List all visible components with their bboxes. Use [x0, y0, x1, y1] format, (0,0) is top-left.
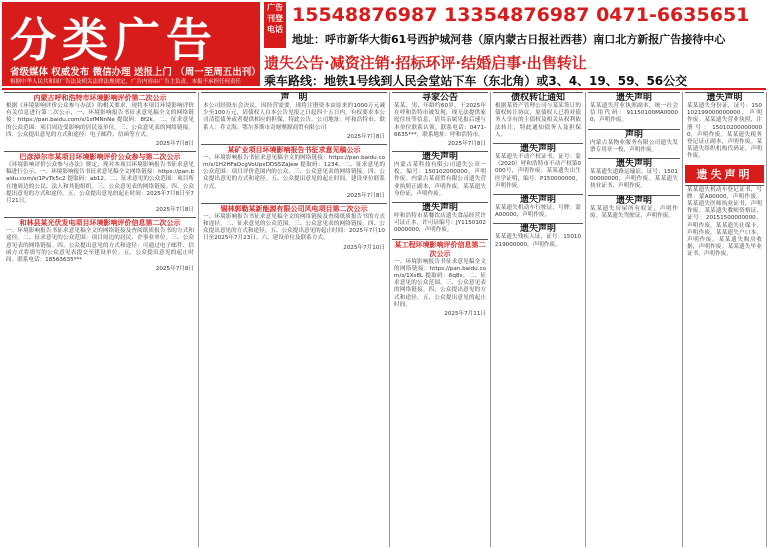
ad-body: 一、环境影响报告书征求意见稿全文的网络链接及查阅纸质报告书的方式和途径。二、征求意见的公众范围：项目周边的居民、企事业单位。三、公众意见表的网络链接。四、公众提出意见的方式和途径：可通过电子邮件、信函方式将填写的公众意见表提交至建设单位。五、公众提出意见的起止时间。联系电话：18563635***	[6, 228, 194, 264]
classified-ad	[493, 143, 583, 191]
ad-title: 和林县某光伏发电项目环境影响评价信息第二次公示	[19, 219, 181, 228]
masthead	[0, 0, 768, 88]
ad-body: 根据《环境影响评价公众参与办法》的相关要求，现将本项目环境影响评价有关信息进行第二次公示，一、环境影响报告书征求意见稿全文的网络链接：https://pan.baidu.com/s/1sfMNnNe 提取码：8f2k。二、征求意见的公众范围：项目周边受影响的居民及单位。三、公众意见表的网络链接。四、公众提出意见的方式和途径：电子邮件、信函等方式。	[6, 103, 194, 138]
classified-ad	[4, 92, 196, 148]
ad-body: 某某遗失身份证，证号：150102199000000000，声明作废。某某遗失营业执照，注册号：150102000000000，声明作废。某某遗失税务登记证正副本，声明作废。某某遗失组织机构代码证，声明作废。	[687, 103, 762, 160]
ad-title: 遗失声明	[421, 203, 458, 214]
classified-ad	[392, 151, 488, 199]
classified-ad	[4, 217, 196, 273]
ad-body: 一、环境影响报告书征求意见稿全文的网络链接：https://pan.baidu.com/s/1Xs8L 提取码：6q8s。二、征求意见的公众范围。三、公众意见表的网络链接。四、公众提出意见的方式和途径。五、公众提出意见的起止时间。	[394, 258, 486, 308]
ad-body: 根据某资产管理公司与某某签订的债权转让协议，原债权人已将对债务人享有的主债权及相关从权利依法转让，特此通知债务人及担保人。	[495, 103, 581, 138]
ad-body: 内蒙古某物业服务有限公司遗失发票专用章一枚，声明作废。	[590, 139, 678, 153]
ad-title: 遗失声明	[421, 152, 458, 163]
ad-title: 声明	[624, 129, 643, 140]
ad-title: 寻家公告	[421, 93, 458, 103]
address: 地址：呼市新华大街61号西护城河巷（原内蒙古日报社西巷）南口北方新报广告接待中心	[292, 33, 726, 46]
ad-title: 遗失声明	[706, 93, 743, 103]
ad-title: 巴彦淖尔市某项目环境影响评价公众参与第二次公示	[19, 153, 181, 162]
classified-ad	[201, 144, 387, 200]
ad-date: 2025年7月8日	[155, 207, 194, 214]
ad-body: 一、环境影响报告书征求意见稿全文的网络链接及查阅纸质报告书的方式和途径。二、征求意见的公众范围。三、公众意见表的网络链接。四、公众提出意见的方式和途径。五、公众提出意见的起止时间：2025年7月10日至2025年7月23日。六、建设单位及联系方式。	[203, 213, 385, 242]
ad-body: 本公司经股东会决议，因经营需要，现将注册资本由原来的1000万元减少至100万元，请债权人自本公告见报之日起四十五日内，有权要求本公司清偿债务或者提供相应的担保，特此公告。公司地址：呼和浩特市。联系人：乔文海。鄂尔多斯市奇财聚源商贸有限公司	[203, 103, 385, 131]
services-list: 遗失公告·减资注销·招标环评·结婚启事·出售转让	[264, 54, 587, 72]
classified-ad	[588, 195, 680, 221]
classified-ad	[201, 92, 387, 141]
lost-notice-banner: 遗失声明	[685, 165, 764, 183]
ad-column	[390, 92, 491, 547]
ad-column	[586, 92, 683, 547]
ad-body: 某某遗失残疾人证，证号：15010219000000，声明作废。	[495, 234, 581, 248]
ad-column	[2, 92, 199, 547]
classified-ad	[493, 223, 583, 249]
ad-body: 某某遗失营业执照副本，统一社会信用代码：91150100MA00000，声明作废。	[590, 103, 678, 124]
ad-date: 2025年7月8日	[155, 141, 194, 148]
ad-title: 遗失声明	[519, 144, 556, 155]
ad-title: 遗失声明	[615, 93, 652, 103]
ad-date: 2025年7月8日	[346, 133, 385, 140]
classified-ad	[392, 202, 488, 236]
ad-body: 一、环境影响报告书征求意见稿全文的网络链接：https://pan.baidu.com/s/1H2HFaQcgVoUpxDDS5ZaJew 提取码：1234。二、征求意见的公众范围：项目评价范围内的公众。三、公众意见表的网络链接。四、公众提出意见的方式和途径。五、公众提出意见的起止时间。建设单位联系方式。	[203, 154, 385, 190]
ad-title: 声 明	[280, 93, 308, 103]
tagline: 省级媒体 权威发布 微信办理 送报上门 （周一至周五出刊）	[10, 67, 261, 78]
hotline-label: 广告刊登电话	[264, 2, 286, 48]
ad-body: 某某遗失不动产权证书，证号：蒙（2020）呼和浩特市不动产权第0000号，声明作废。某某遗失出生医学证明，编号：P150000000，声明作废。	[495, 154, 581, 189]
ad-title: 遗失声明	[519, 195, 556, 206]
classified-ad	[201, 203, 387, 252]
classified-ad	[588, 129, 680, 155]
section-title: 分类广告	[10, 13, 218, 67]
ad-title: 债权转让通知	[510, 93, 565, 103]
ad-title: 遗失声明	[519, 224, 556, 235]
logo-block	[2, 2, 260, 86]
ad-column	[199, 92, 390, 547]
route-info: 乘车路线：地铁1号线到人民会堂站下车（东北角）或3、4、19、59、56公交	[264, 74, 688, 88]
fine-print: 根据中华人民共和国广告法及相关法律法规规定，广告内容由广告主负责，本报不承担任何责任	[10, 79, 242, 85]
ad-title: 锡林郭勒某新能源有限公司风电项目第二次公示	[220, 204, 368, 213]
ad-date: 2025年7月8日	[447, 141, 486, 148]
classified-ad	[4, 151, 196, 214]
ad-body: 某某遗失机动车行驶证，号牌：蒙A00000，声明作废。	[495, 205, 581, 219]
classified-ad	[392, 92, 488, 148]
classified-ad	[392, 239, 488, 318]
ad-title: 某工程环境影响评价信息第二次公示	[394, 240, 486, 258]
ad-date: 2025年7月8日	[155, 266, 194, 273]
classified-ad	[493, 92, 583, 140]
header-divider	[2, 88, 766, 90]
ad-column	[683, 92, 767, 547]
ad-body: 某某遗失机动车登记证书，号牌：蒙A00000，声明作废。某某遗失医师执业证书，声明作废。某某遗失教师资格证，证号：20151500000000，声明作废。某某遗失社保卡，声明作废。某某遗失户口本，声明作废。某某遗失购房收据，声明作废。某某遗失毕业证书，声明作废。	[687, 186, 762, 258]
ad-body: 《环境影响评价公众参与办法》规定，现对本项目环境影响报告书征求意见稿进行公示。一、环境影响报告书征求意见稿全文网络链接：https://pan.baidu.com/s/1PvTk5c2 提取码：ab12。二、征求意见的公众范围：项目所在地周边的公民、法人和其他组织。三、公众意见表的网络链接。四、公众提出意见的方式和途径。五、公众提出意见的起止时间：2025年7月8日至7月21日。	[6, 162, 194, 205]
classified-ad	[588, 158, 680, 192]
phone-numbers: 15548876987 13354876987 0471-6635651	[292, 4, 750, 26]
ad-body: 内蒙古某科技有限公司遗失公章一枚，编号：150102000000，声明作废。内蒙古某商贸有限公司遗失营业执照正副本，声明作废。某某遗失身份证，声明作废。	[394, 162, 486, 197]
ad-date: 2025年7月11日	[444, 311, 486, 318]
classified-ad	[588, 92, 680, 126]
classified-ad	[685, 92, 764, 162]
ad-title: 内蒙古呼和浩特市环境影响评价第二次公示	[33, 94, 167, 102]
ad-title: 遗失声明	[615, 195, 652, 206]
ad-title: 某矿业项目环境影响报告书征求意见稿公示	[227, 145, 361, 154]
classified-ad	[685, 185, 764, 260]
ad-body: 某某遗失道路运输证，证号：150100000000，声明作废。某某遗失执业证书，声明作废。	[590, 169, 678, 190]
ad-date: 2025年7月10日	[343, 244, 385, 251]
ad-body: 某某，男，年龄约60岁，于2025年在呼和浩特市被发现，现无法提供家庭住址等信息，请其亲属见报后速与本单位联系认领。联系电话：0471-6635***，联系地址：呼和浩特市。	[394, 103, 486, 138]
classified-ad	[493, 194, 583, 220]
ad-body: 呼和浩特市某餐饮店遗失食品经营许可证正本，许可证编号：JY11501020000000，声明作废。	[394, 213, 486, 234]
ad-title: 遗失声明	[615, 159, 652, 170]
ad-body: 某某遗失房屋所有权证，声明作废。某某遗失驾驶证，声明作废。	[590, 205, 678, 219]
ad-column	[491, 92, 586, 547]
ad-date: 2025年7月8日	[346, 192, 385, 199]
